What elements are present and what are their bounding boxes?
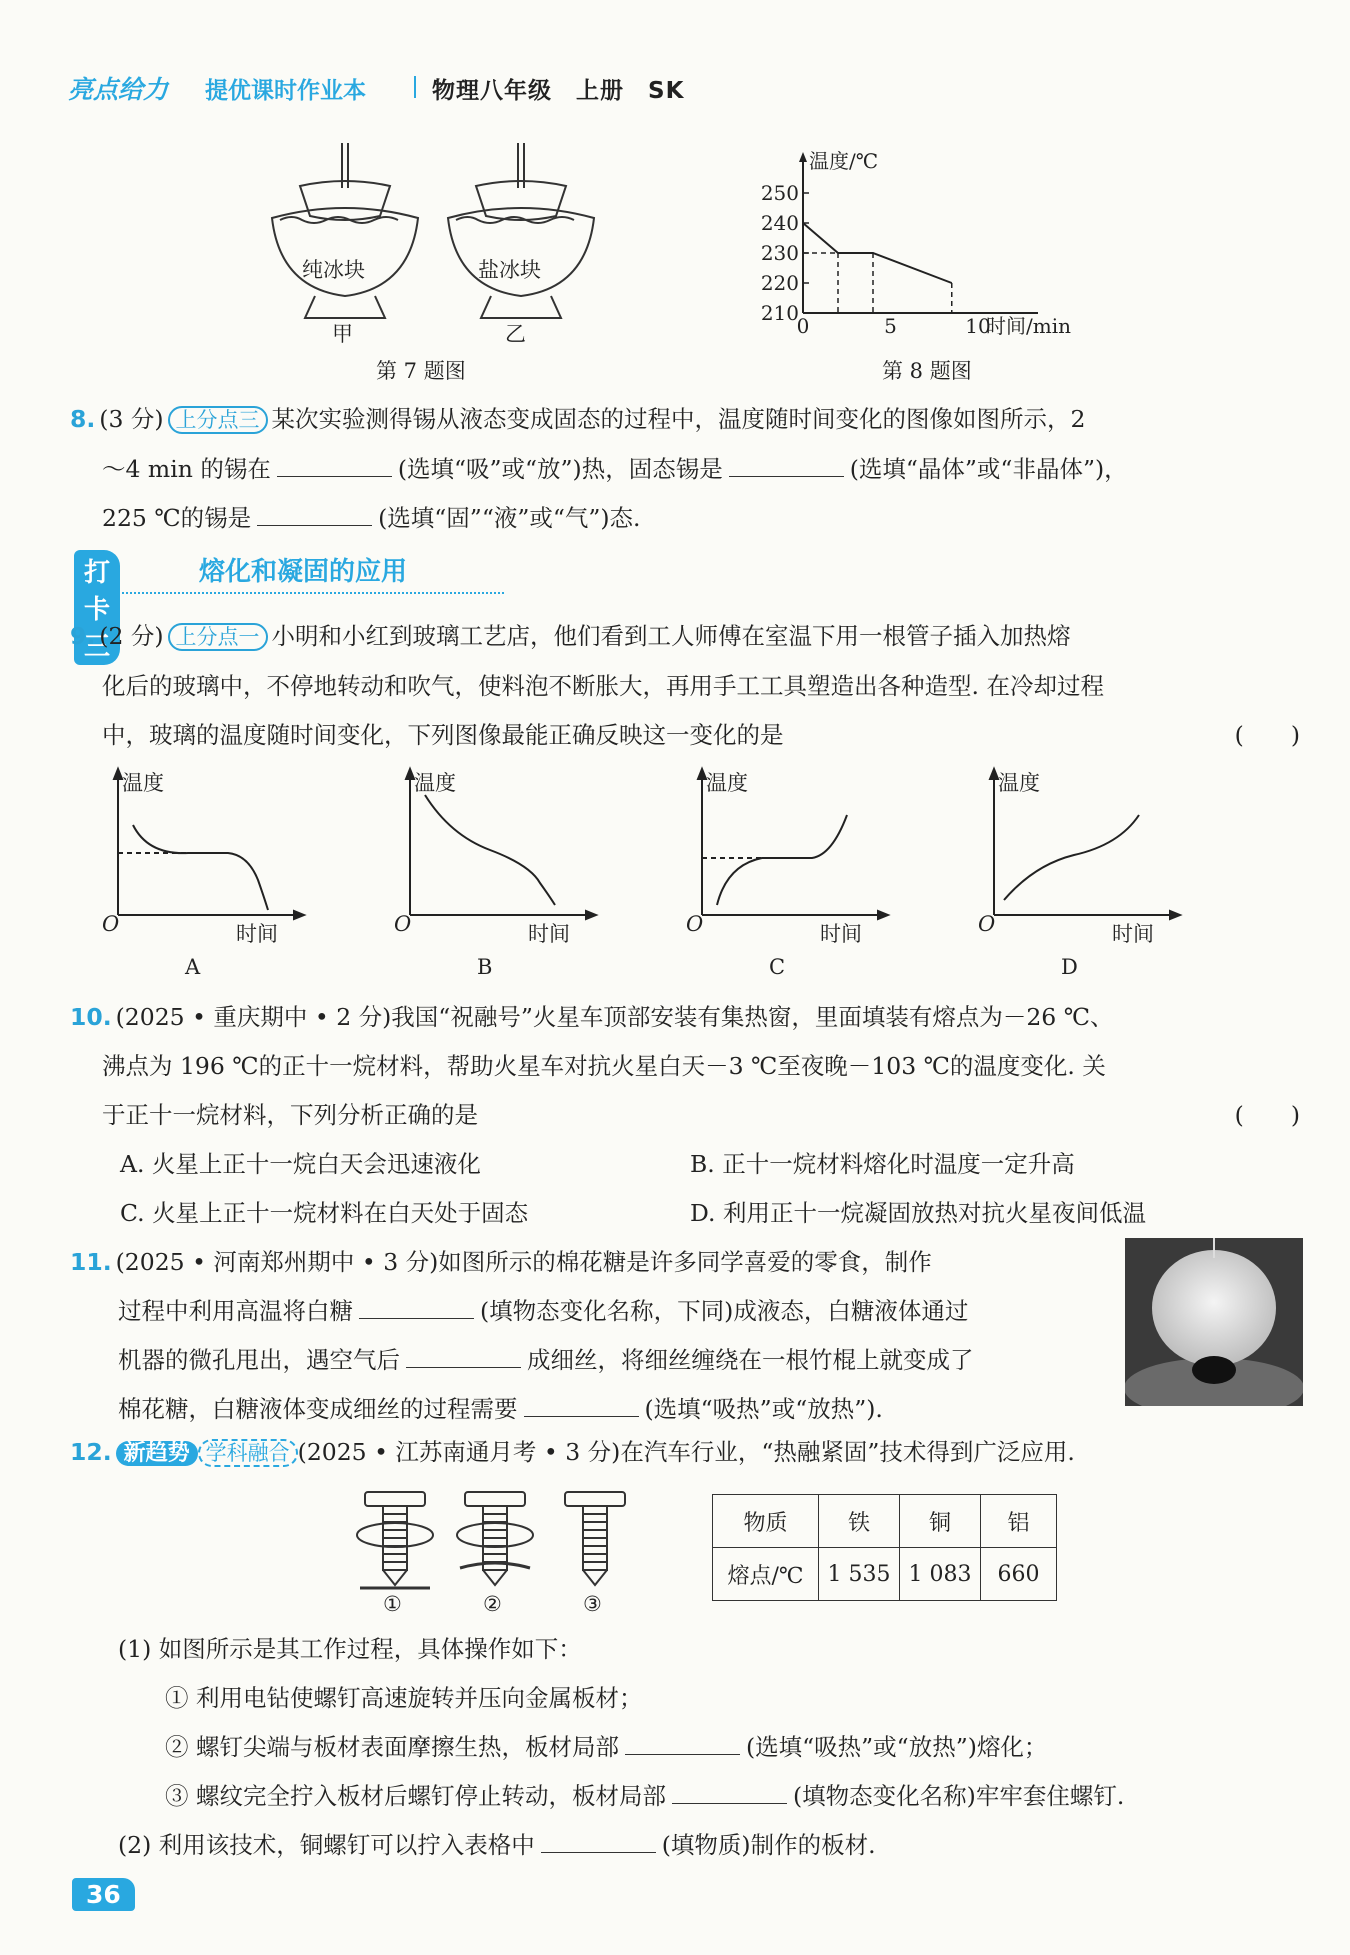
q12-blank-1[interactable] [625, 1734, 740, 1755]
screw-step-2 [457, 1492, 533, 1585]
melting-point-table [712, 1494, 1057, 1601]
y-axis-arrow [799, 152, 807, 162]
q8-blank-2[interactable] [729, 456, 844, 477]
book-series: 提优课时作业本 [205, 78, 366, 104]
q8-blank-3[interactable] [257, 505, 372, 526]
table-cell: 熔点/℃ [713, 1548, 819, 1601]
screw-step-3 [565, 1492, 625, 1585]
y-tick-label: 240 [760, 211, 799, 235]
table-cell: 铝 [981, 1495, 1057, 1548]
option-a-label[interactable]: A [185, 955, 201, 979]
q9-option-graphs [98, 765, 1258, 935]
graph-a-xlabel: 时间 [236, 922, 278, 946]
bowl-a [272, 143, 418, 318]
book-title: 物理八年级 上册 SK [432, 78, 685, 104]
y-axis-label: 温度/℃ [809, 149, 879, 173]
option-d-label[interactable]: D [1061, 955, 1078, 979]
bowl-b-label: 盐冰块 [478, 258, 541, 282]
table-row [713, 1548, 1057, 1601]
header-divider [414, 76, 416, 98]
graph-d-origin: O [978, 912, 996, 936]
q10-option-d[interactable]: D. 利用正十一烷凝固放热对抗火星夜间低温 [690, 1199, 1146, 1227]
graph-c-xlabel: 时间 [820, 922, 862, 946]
q11-blank-2[interactable] [406, 1347, 521, 1368]
option-c-label[interactable]: C [769, 955, 786, 979]
graph-b-origin: O [394, 912, 412, 936]
graph-c-origin: O [686, 912, 704, 936]
table-cell: 铁 [819, 1495, 900, 1548]
step-2-label: ② [483, 1592, 502, 1616]
y-tick-label: 210 [760, 301, 799, 325]
brand-logo: 亮点给力 [68, 75, 169, 104]
page-number: 36 [72, 1878, 135, 1911]
table-cell: 1 083 [900, 1548, 981, 1601]
y-tick-label: 230 [760, 241, 799, 265]
question-8: 8. (3 分) 上分点三 某次实验测得锡从液态变成固态的过程中，温度随时间变化的图像如图所示，2 ～4 min 的锡在 (选填“吸”或“放”)热，固态锡是 (选填“晶体”或“非晶体”)， 225 ℃的锡是 (选填“固”“液”或“气”)态. [70, 405, 1128, 532]
y-tick-label: 250 [760, 181, 799, 205]
section-tag: 打卡三 [74, 550, 120, 665]
question-9: 9. (2 分) 上分点一 小明和小红到玻璃工艺店，他们看到工人师傅在室温下用一根管子插入加热熔 化后的玻璃中，不停地转动和吹气，使料泡不断胀大，再用手工工具塑造出各种造型. 在冷却过程 中，玻璃的温度随时间变化，下列图像最能正确反映这一变化的是 ( ) [70, 622, 1300, 749]
graph-a-origin: O [102, 912, 120, 936]
table-row [713, 1495, 1057, 1548]
figure-8-caption: 第 8 题图 [882, 359, 972, 383]
q11-blank-1[interactable] [359, 1298, 474, 1319]
x-axis-label: 时间/min [986, 314, 1071, 338]
figure-7-caption: 第 7 题图 [376, 359, 466, 383]
bowl-b-name: 乙 [505, 322, 526, 346]
q12-blank-2[interactable] [672, 1783, 787, 1804]
table-cell: 物质 [713, 1495, 819, 1548]
figure-7-bowls [260, 138, 600, 338]
cotton-candy-photo [1125, 1238, 1303, 1406]
graph-a-ylabel: 温度 [122, 771, 164, 795]
graph-b-xlabel: 时间 [528, 922, 570, 946]
section-title: 熔化和凝固的应用 [199, 557, 408, 587]
bowl-a-name: 甲 [332, 322, 353, 346]
screw-step-1 [357, 1492, 433, 1588]
bowl-b [448, 143, 594, 318]
graph-c-ylabel: 温度 [706, 771, 748, 795]
q11-blank-3[interactable] [524, 1396, 639, 1417]
table-cell: 660 [981, 1548, 1057, 1601]
question-10: 10. (2025 • 重庆期中 • 2 分)我国“祝融号”火星车顶部安装有集热窗，里面填装有熔点为－26 ℃、 沸点为 196 ℃的正十一烷材料，帮助火星车对抗火星白天－3 ℃至夜晚－103 ℃的温度变化. 关 于正十一烷材料，下列分析正确的是 ( ) A. 火星上正十一烷白天会迅速液化 B. 正十一烷材料熔化时温度一定升高 C. 火星上正十一烷材料在白天处于固态 D. 利用正十一烷凝固放热对抗火星夜间低温 [70, 993, 1300, 1238]
option-b-label[interactable]: B [477, 955, 493, 979]
q10-option-c[interactable]: C. 火星上正十一烷材料在白天处于固态 [120, 1199, 529, 1227]
question-12: 12. 新趋势 学科融合 (2025 • 江苏南通月考 • 3 分)在汽车行业，“热融紧固”技术得到广泛应用. [70, 1438, 1075, 1466]
step-3-label: ③ [583, 1592, 602, 1616]
x-tick-label: 5 [884, 314, 897, 338]
bowl-a-label: 纯冰块 [302, 258, 365, 282]
table-cell: 铜 [900, 1495, 981, 1548]
graph-d-xlabel: 时间 [1112, 922, 1154, 946]
question-12-parts: (1) 如图所示是其工作过程，具体操作如下： ① 利用电钻使螺钉高速旋转并压向金属板材； ② 螺钉尖端与板材表面摩擦生热，板材局部 (选填“吸热”或“放热”)熔化； ③ 螺纹完全拧入板材后螺钉停止转动，板材局部 (填物态变化名称)牢牢套住螺钉. (2) 利用该技术，铜螺钉可以拧入表格中 (填物质)制作的板材. [118, 1635, 1125, 1859]
figure-8-chart [755, 148, 1115, 348]
graph-b-ylabel: 温度 [414, 771, 456, 795]
q10-option-a[interactable]: A. 火星上正十一烷白天会迅速液化 [120, 1150, 481, 1178]
step-1-label: ① [383, 1592, 402, 1616]
q10-option-b[interactable]: B. 正十一烷材料熔化时温度一定升高 [690, 1150, 1075, 1178]
y-tick-label: 220 [760, 271, 799, 295]
q8-blank-1[interactable] [277, 456, 392, 477]
question-11: 11. (2025 • 河南郑州期中 • 3 分)如图所示的棉花糖是许多同学喜爱的零食，制作 过程中利用高温将白糖 (填物态变化名称，下同)成液态，白糖液体通过 机器的微孔甩出，遇空气后 成细丝，将细丝缠绕在一根竹棍上就变成了 棉花糖，白糖液体变成细丝的过程需要 (选填“吸热”或“放热”). [70, 1248, 974, 1423]
x-tick-label: 0 [796, 314, 810, 338]
x-tick-label: 10 [965, 314, 991, 338]
q12-blank-3[interactable] [541, 1832, 656, 1853]
table-cell: 1 535 [819, 1548, 900, 1601]
graph-d-ylabel: 温度 [998, 771, 1040, 795]
